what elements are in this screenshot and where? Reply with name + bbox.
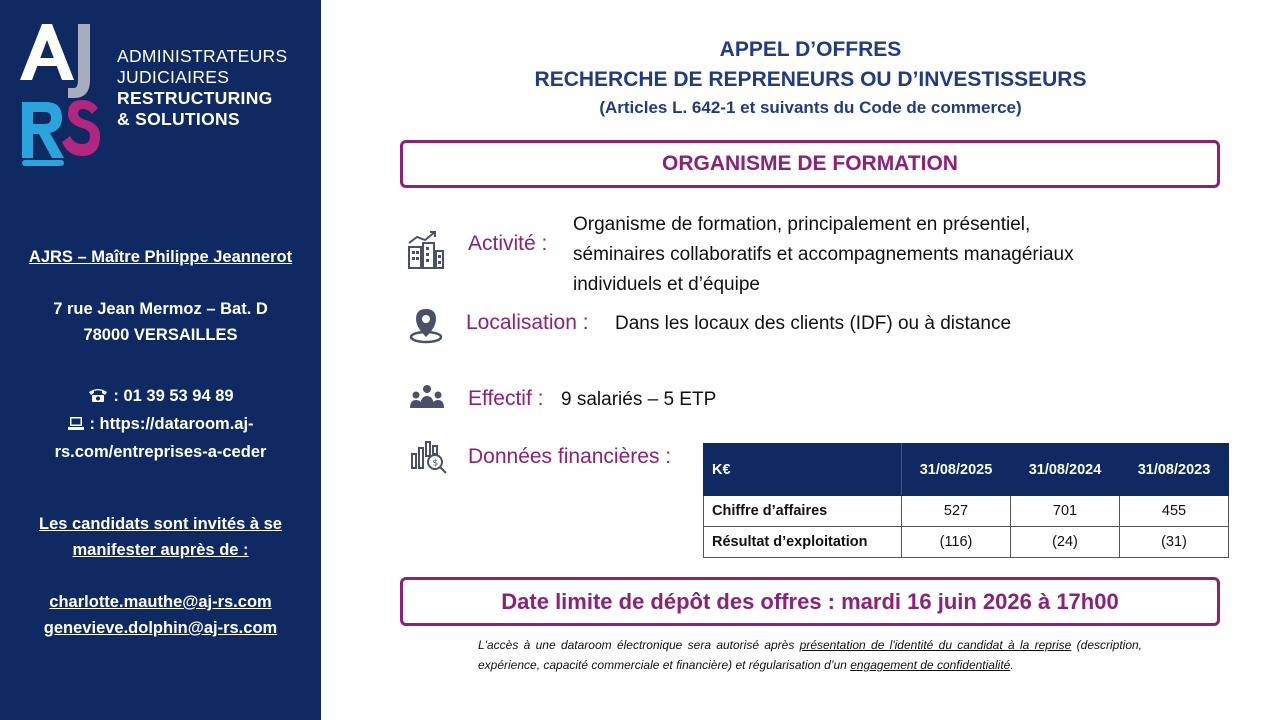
- row-label: Résultat d’exploitation: [704, 527, 902, 558]
- section-title-box: ORGANISME DE FORMATION: [400, 140, 1220, 188]
- effectif-label: Effectif :: [468, 387, 544, 410]
- activite-line-1: Organisme de formation, principalement en présentiel,: [573, 214, 1031, 235]
- table-row: [704, 496, 1229, 527]
- finance-label: Données financières :: [468, 445, 672, 468]
- logo: [0, 0, 321, 195]
- laptop-icon: [67, 413, 85, 439]
- location-pin-icon: [408, 307, 444, 345]
- footnote-text-1: L'accès à une dataroom électronique sera autorisé après: [478, 638, 800, 652]
- logo-line-1: ADMINISTRATEURS: [117, 46, 288, 66]
- email-link-2[interactable]: genevieve.dolphin@aj-rs.com: [43, 619, 278, 637]
- invite-line-2: manifester auprès de :: [72, 541, 249, 559]
- table-cell: (31): [1120, 527, 1229, 558]
- firm-name: AJRS – Maître Philippe Jeannerot: [28, 248, 293, 266]
- footnote-underlined-1: présentation de l'identité du candidat à la reprise: [799, 638, 1072, 652]
- financial-chart-icon: [410, 438, 448, 474]
- web-line: [0, 411, 321, 439]
- column-header: K€: [704, 444, 902, 496]
- logo-line-2: JUDICIAIRES: [117, 67, 230, 87]
- effectif-value: 9 salariés – 5 ETP: [561, 389, 717, 410]
- team-icon: [410, 384, 444, 410]
- column-header: 31/08/2023: [1120, 444, 1229, 496]
- logo-text: [117, 46, 287, 130]
- table-cell: (116): [902, 527, 1011, 558]
- table-header-row: [704, 444, 1229, 496]
- row-label: Chiffre d’affaires: [704, 496, 902, 527]
- dataroom-url-part-1[interactable]: : https://dataroom.aj-: [89, 415, 254, 433]
- table-cell: (24): [1011, 527, 1120, 558]
- localisation-value: Dans les locaux des clients (IDF) ou à distance: [615, 313, 1012, 334]
- dataroom-url-part-2[interactable]: rs.com/entreprises-a-ceder: [54, 443, 267, 461]
- table-row: [704, 527, 1229, 558]
- header-subtitle: RECHERCHE DE REPRENEURS OU D’INVESTISSEURS: [534, 68, 1087, 91]
- page-header: [321, 35, 1280, 121]
- logo-line-3: RESTRUCTURING: [117, 88, 273, 108]
- logo-line-4: & SOLUTIONS: [117, 109, 240, 129]
- buildings-icon: [407, 229, 445, 269]
- invite-line-1: Les candidats sont invités à se: [38, 515, 282, 533]
- address-line-2: 78000 VERSAILLES: [83, 326, 238, 344]
- header-title: APPEL D’OFFRES: [719, 38, 902, 61]
- activite-value: [573, 210, 1074, 300]
- table-cell: 455: [1120, 496, 1229, 527]
- footnote-text-2: (description, expérience, capacité commerciale et financière) et régularisation d’un: [478, 638, 1143, 672]
- contact-block: [0, 244, 321, 641]
- sidebar: [0, 0, 321, 720]
- column-header: 31/08/2025: [902, 444, 1011, 496]
- column-header: 31/08/2024: [1011, 444, 1120, 496]
- header-legal-reference: (Articles L. 642-1 et suivants du Code de commerce): [599, 98, 1022, 117]
- table-cell: 527: [902, 496, 1011, 527]
- activite-line-2: séminaires collaboratifs et accompagnements managériaux: [573, 244, 1074, 265]
- activite-line-3: individuels et d’équipe: [573, 274, 760, 295]
- ajrs-logo-mark: [16, 18, 102, 170]
- deadline-box: Date limite de dépôt des offres : mardi 16 juin 2026 à 17h00: [400, 577, 1220, 626]
- phone-line: [0, 383, 321, 411]
- footnote: [478, 635, 1142, 675]
- activite-label: Activité :: [468, 232, 548, 255]
- table-cell: 701: [1011, 496, 1120, 527]
- footnote-text-3: .: [1010, 658, 1014, 672]
- phone-number[interactable]: : 01 39 53 94 89: [113, 387, 234, 405]
- email-link-1[interactable]: charlotte.mauthe@aj-rs.com: [49, 593, 272, 611]
- phone-icon: [87, 385, 109, 411]
- localisation-label: Localisation :: [466, 311, 589, 334]
- financial-table: [703, 443, 1229, 558]
- svg-text:$: $: [432, 458, 439, 469]
- address-line-1: 7 rue Jean Mermoz – Bat. D: [53, 300, 268, 318]
- footnote-underlined-2: engagement de confidentialité: [850, 658, 1011, 672]
